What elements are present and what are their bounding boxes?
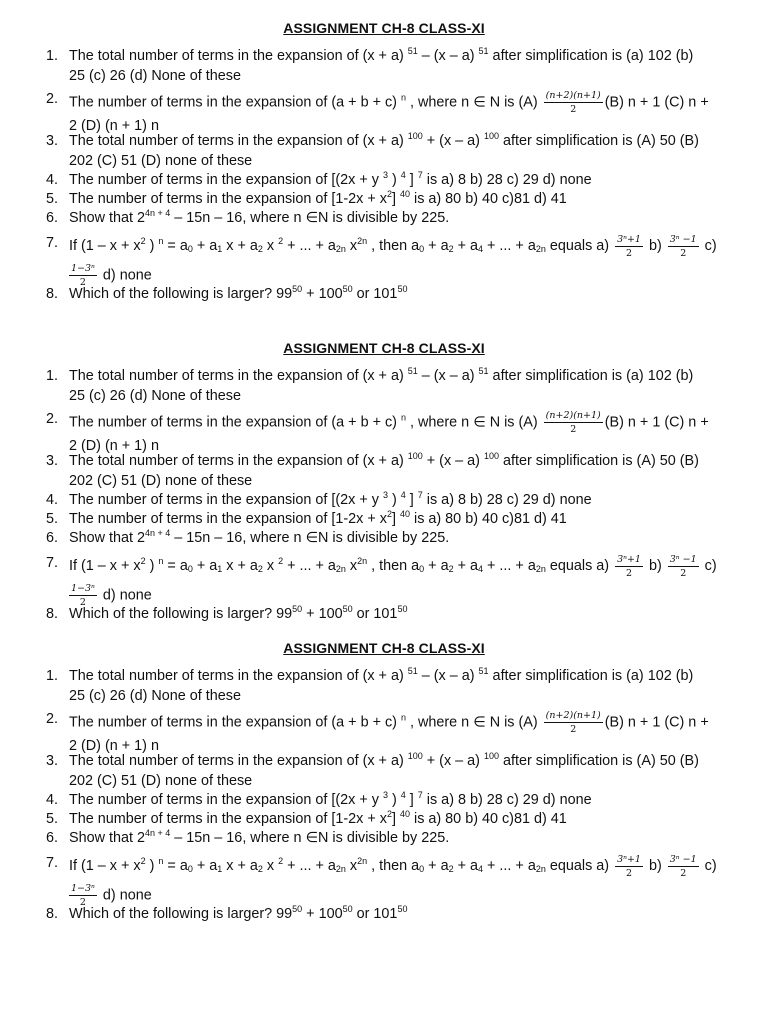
question-number: 4. — [46, 792, 59, 808]
question-number: 8. — [46, 286, 59, 302]
question-number: 8. — [46, 606, 59, 622]
fraction: $\frac{\text{3ⁿ+1}}{2}$ — [617, 234, 641, 259]
assignment-title: ASSIGNMENT CH-8 CLASS-XI — [283, 20, 485, 36]
question-number: 6. — [46, 830, 59, 846]
fraction: $\frac{(n+2)(n+1)}{2}$ — [545, 90, 601, 115]
fraction: $\frac{(n+2)(n+1)}{2}$ — [545, 410, 601, 435]
question-number: 2. — [46, 91, 59, 107]
question-number: 2. — [46, 711, 59, 727]
question-number: 1. — [46, 668, 59, 684]
question-number: 5. — [46, 511, 59, 527]
question-number: 4. — [46, 172, 59, 188]
fraction: $\frac{\text{3ⁿ −1}}{2}$ — [669, 854, 697, 879]
question-number: 1. — [46, 368, 59, 384]
assignment-title: ASSIGNMENT CH-8 CLASS-XI — [283, 340, 485, 356]
question-number: 3. — [46, 753, 59, 769]
fraction: $\frac{\text{3ⁿ −1}}{2}$ — [669, 234, 697, 259]
question-number: 4. — [46, 492, 59, 508]
fraction: $\frac{\text{1−3ⁿ}}{2}$ — [71, 583, 95, 608]
question-number: 7. — [46, 555, 59, 571]
question-number: 6. — [46, 530, 59, 546]
question-number: 7. — [46, 855, 59, 871]
fraction: $\frac{\text{1−3ⁿ}}{2}$ — [71, 883, 95, 908]
fraction: $\frac{\text{1−3ⁿ}}{2}$ — [71, 263, 95, 288]
question-number: 5. — [46, 191, 59, 207]
question-number: 6. — [46, 210, 59, 226]
question-number: 3. — [46, 453, 59, 469]
question-number: 5. — [46, 811, 59, 827]
fraction: $\frac{(n+2)(n+1)}{2}$ — [545, 710, 601, 735]
fraction: $\frac{\text{3ⁿ −1}}{2}$ — [669, 554, 697, 579]
question-number: 2. — [46, 411, 59, 427]
fraction: $\frac{\text{3ⁿ+1}}{2}$ — [617, 554, 641, 579]
fraction: $\frac{\text{3ⁿ+1}}{2}$ — [617, 854, 641, 879]
assignment-title: ASSIGNMENT CH-8 CLASS-XI — [283, 640, 485, 656]
question-number: 7. — [46, 235, 59, 251]
question-number: 3. — [46, 133, 59, 149]
question-number: 8. — [46, 906, 59, 922]
question-number: 1. — [46, 48, 59, 64]
